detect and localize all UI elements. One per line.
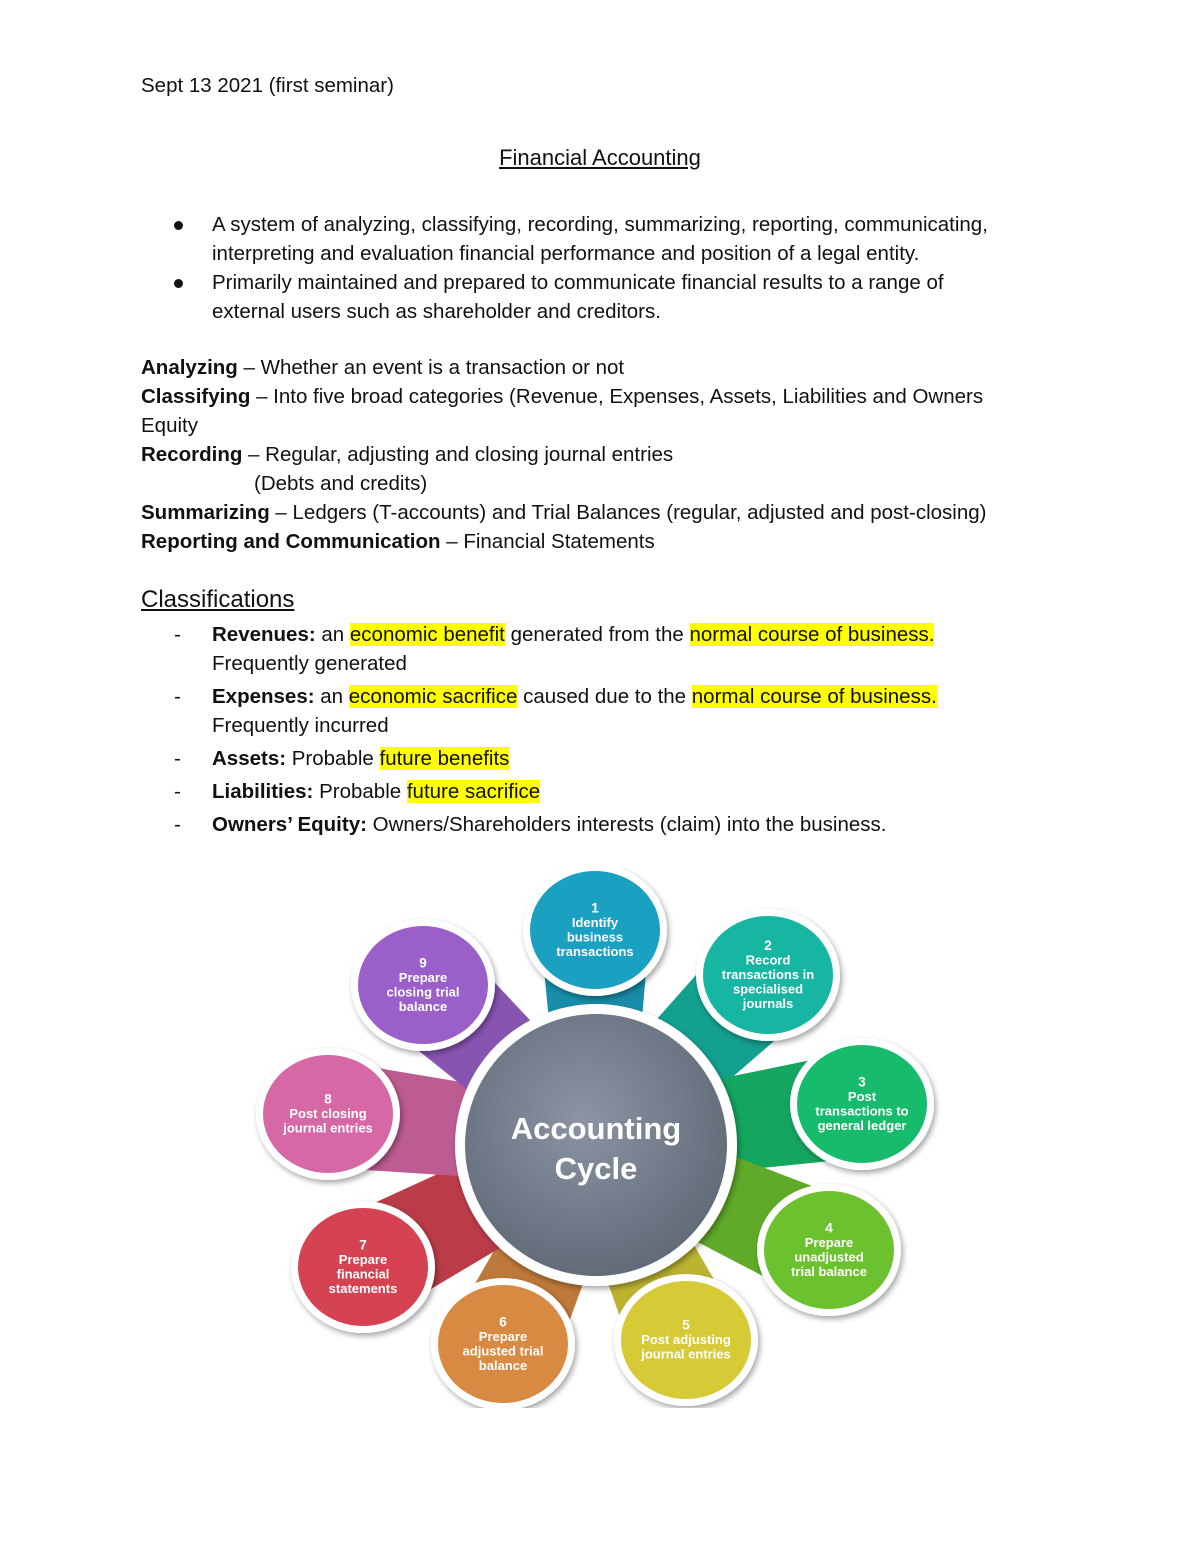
- cycle-step-6: [431, 1278, 575, 1408]
- step-number: 4: [825, 1220, 833, 1236]
- step-number: 7: [359, 1237, 367, 1253]
- section-heading: Classifications: [141, 586, 295, 613]
- accounting-cycle-svg: [250, 868, 950, 1408]
- step-label-line: Post adjusting: [641, 1332, 731, 1347]
- dash-marker: -: [174, 780, 181, 803]
- definition-classifying: Classifying – Into five broad categories (Revenue, Expenses, Assets, Liabilities and Owners: [141, 385, 984, 408]
- step-label-line: Prepare: [478, 1328, 528, 1344]
- step-label-line: business: [566, 929, 624, 945]
- step-label-line: adjusted trial: [462, 1343, 544, 1359]
- step-label-line: specialised: [732, 981, 804, 997]
- highlight: economic benefit: [349, 623, 505, 646]
- bullet-icon: [174, 221, 183, 230]
- definition-analyzing: Analyzing – Whether an event is a transaction or not: [141, 356, 625, 379]
- dash-marker: -: [174, 623, 181, 646]
- step-number: 9: [419, 955, 427, 971]
- step-label-line: closing trial: [386, 984, 460, 1000]
- step-number: 6: [499, 1314, 507, 1330]
- step-label-line: statements: [328, 1280, 398, 1296]
- step-label-line: Prepare: [804, 1234, 854, 1250]
- definition-classifying-cont: Equity: [141, 414, 198, 437]
- definition-summarizing: Summarizing – Ledgers (T-accounts) and Trial Balances (regular, adjusted and post-closing): [141, 501, 987, 524]
- highlight: normal course of business.: [689, 623, 935, 646]
- cycle-step-2: [696, 909, 840, 1041]
- step-label-line: transactions to: [815, 1103, 909, 1119]
- cycle-step-4: [757, 1184, 901, 1316]
- classifications-list: [141, 620, 937, 839]
- cycle-step-9: [351, 919, 495, 1051]
- bullet-icon: [174, 279, 183, 288]
- dash-marker: -: [174, 685, 181, 708]
- cycle-step-1: [523, 868, 667, 996]
- step-label-line: Post: [847, 1088, 877, 1104]
- step-label-line: journal entries: [283, 1120, 373, 1136]
- definition-recording: Recording – Regular, adjusting and closing journal entries: [141, 443, 674, 466]
- center-title-line2: Cycle: [554, 1151, 638, 1186]
- definitions-block: [141, 353, 986, 556]
- step-label-line: Identify: [571, 914, 619, 930]
- accounting-cycle-diagram: [250, 868, 950, 1408]
- step-label-line: journals: [742, 996, 794, 1011]
- cycle-step-3: [790, 1038, 934, 1170]
- step-number: 3: [858, 1074, 866, 1090]
- list-item-expenses: - Expenses: an economic sacrifice caused due to the normal course of business. Frequently incurred: [141, 682, 937, 740]
- center-title-line1: Accounting: [510, 1111, 682, 1146]
- step-label-line: Post closing: [289, 1106, 367, 1121]
- page-title: Financial Accounting: [499, 145, 701, 170]
- step-label-line: balance: [398, 998, 448, 1014]
- step-label-line: financial: [336, 1266, 390, 1282]
- cycle-center: [455, 1004, 737, 1286]
- list-item-revenues: - Revenues: an economic benefit generated from the normal course of business. Frequently generated: [141, 620, 937, 678]
- step-number: 2: [764, 938, 772, 953]
- list-item: A system of analyzing, classifying, recording, summarizing, reporting, communicating, interpreting and evaluation financial performance and position of a legal entity.: [141, 210, 1141, 268]
- cycle-step-5: [614, 1274, 758, 1406]
- cycle-step-7: [291, 1201, 435, 1333]
- step-label-line: Prepare: [338, 1251, 388, 1267]
- dash-marker: -: [174, 813, 181, 836]
- definition-reporting: Reporting and Communication – Financial Statements: [141, 530, 655, 553]
- list-item-liabilities: - Liabilities: Probable future sacrifice: [141, 777, 937, 806]
- definition-recording-cont: (Debts and credits): [254, 472, 428, 495]
- highlight: normal course of business.: [691, 685, 937, 708]
- highlight: future benefits: [379, 747, 510, 770]
- step-number: 5: [682, 1317, 690, 1333]
- step-label-line: unadjusted: [794, 1249, 864, 1265]
- step-number: 8: [324, 1091, 332, 1107]
- date-line: Sept 13 2021 (first seminar): [141, 74, 394, 97]
- step-label-line: Prepare: [398, 969, 448, 985]
- list-item: Primarily maintained and prepared to communicate financial results to a range of external users such as shareholder and creditors.: [141, 268, 1141, 326]
- step-label-line: general ledger: [817, 1117, 907, 1133]
- cycle-step-8: [256, 1048, 400, 1180]
- step-label-line: Record: [745, 952, 791, 968]
- list-item-assets: - Assets: Probable future benefits: [141, 744, 937, 773]
- step-label-line: journal entries: [641, 1346, 731, 1362]
- highlight: future sacrifice: [406, 780, 541, 803]
- step-number: 1: [591, 900, 599, 916]
- dash-marker: -: [174, 747, 181, 770]
- list-item-equity: - Owners’ Equity: Owners/Shareholders interests (claim) into the business.: [141, 810, 937, 839]
- step-label-line: transactions: [556, 943, 634, 959]
- step-label-line: transactions in: [721, 967, 815, 982]
- step-label-line: trial balance: [791, 1263, 867, 1279]
- highlight: economic sacrifice: [348, 685, 518, 708]
- step-label-line: balance: [478, 1357, 528, 1373]
- intro-bullet-list: [141, 210, 1141, 326]
